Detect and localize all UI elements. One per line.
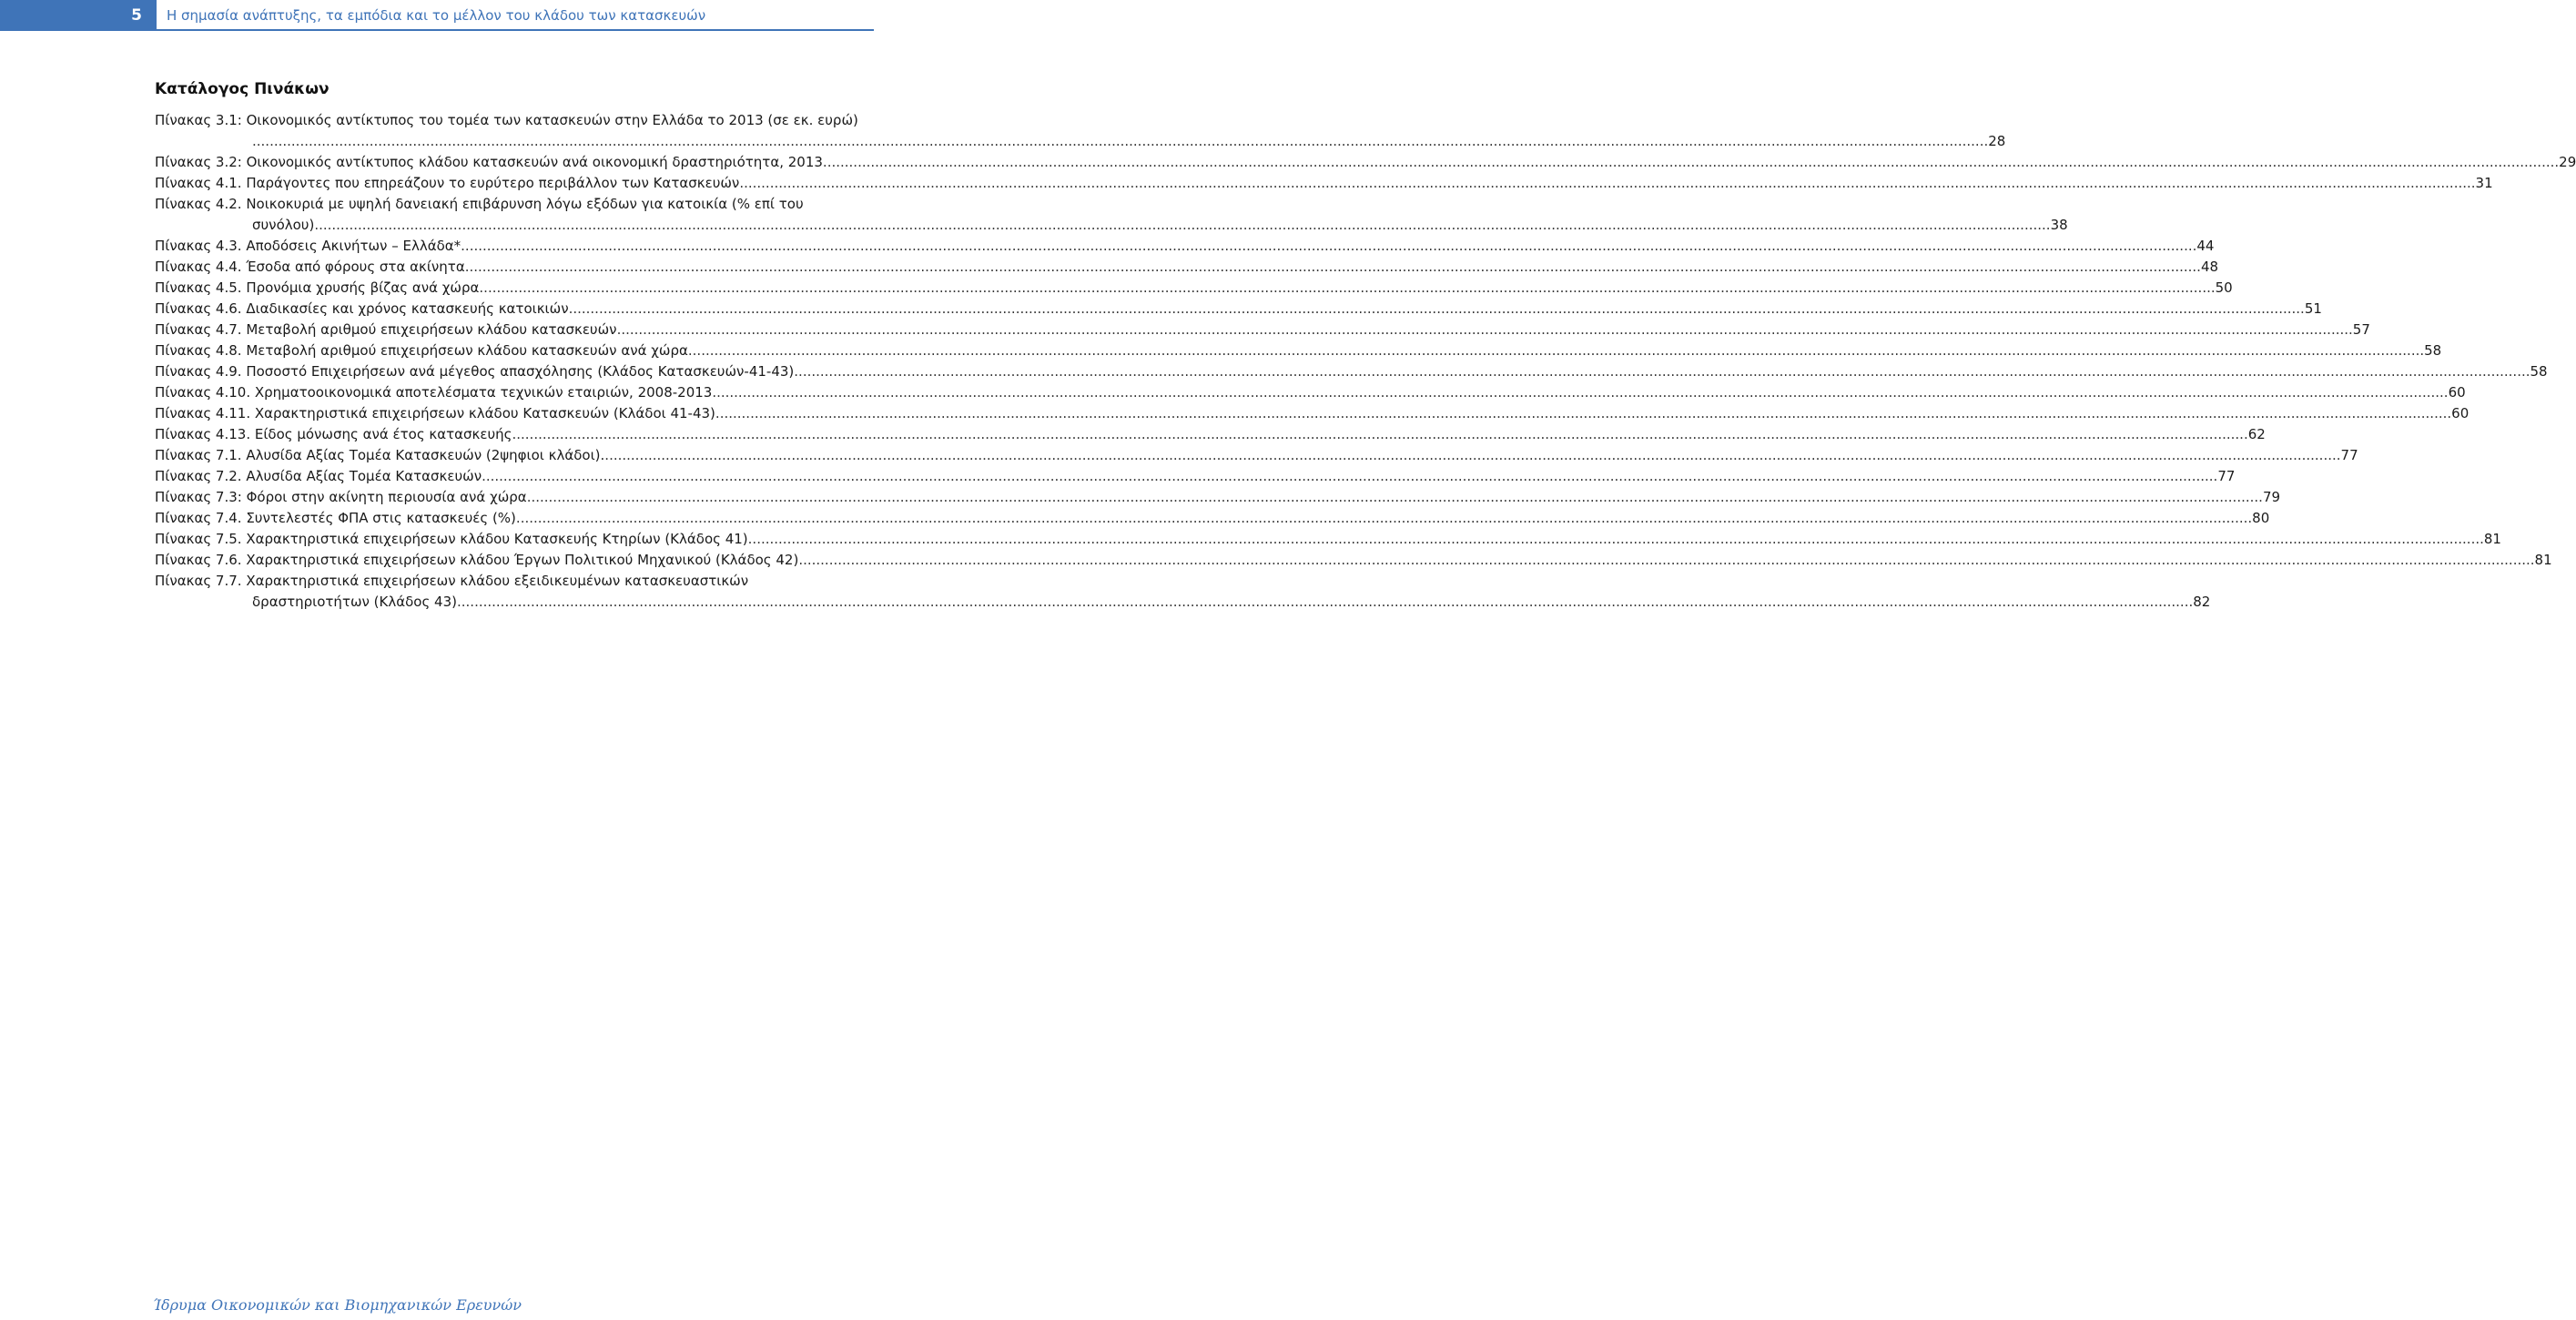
toc-entry-page-number: 58 [2424,342,2442,359]
dot-leader: ................................................................................................................................................................................................................................................................................................................................................................................................................ [715,405,2452,421]
dot-leader: ................................................................................................................................................................................................................................................................................................................................................................................................................ [568,300,2305,317]
toc-entry[interactable] [155,529,2501,550]
toc-entry[interactable] [155,236,2215,257]
dot-leader: ................................................................................................................................................................................................................................................................................................................................................................................................................ [526,489,2263,505]
toc-entry[interactable] [155,508,2270,529]
dot-leader: ................................................................................................................................................................................................................................................................................................................................................................................................................ [457,594,2194,610]
toc-entry-page-number: 57 [2352,321,2370,338]
page-header [0,0,874,31]
toc-entry-label: Πίνακας 7.2. Αλυσίδα Αξίας Τομέα Κατασκευών [155,468,482,484]
toc-entry-page-number: 77 [2340,447,2358,463]
toc-entry-label: Πίνακας 7.6. Χαρακτηριστικά επιχειρήσεων κλάδου Έργων Πολιτικού Μηχανικού (Κλάδος 42) [155,552,799,568]
dot-leader: ................................................................................................................................................................................................................................................................................................................................................................................................................ [464,259,2201,275]
toc-entry-title-line: Πίνακας 3.1: Οικονομικός αντίκτυπος του τομέα των κατασκευών στην Ελλάδα το 2013 (σε εκ. ευρώ) [155,112,858,128]
toc-entry-label: Πίνακας 7.5. Χαρακτηριστικά επιχειρήσεων κλάδου Κατασκευής Κτηρίων (Κλάδος 41) [155,531,748,547]
toc-entry-page-number: 31 [2475,175,2493,191]
toc-entry[interactable] [155,299,2322,320]
toc-entry-label: Πίνακας 4.9. Ποσοστό Επιχειρήσεων ανά μέγεθος απασχόλησης (Κλάδος Κατασκευών-41-43) [155,363,795,380]
toc-entry-page-number: 50 [2215,279,2233,296]
toc-entry-page-number: 60 [2451,405,2470,421]
toc-entry-page-number: 51 [2304,300,2322,317]
toc-entry-label: Πίνακας 4.3. Αποδόσεις Ακινήτων – Ελλάδα* [155,238,461,254]
toc-entry[interactable] [155,403,2470,424]
dot-leader: ................................................................................................................................................................................................................................................................................................................................................................................................................ [252,133,1989,149]
dot-leader: ................................................................................................................................................................................................................................................................................................................................................................................................................ [479,279,2216,296]
running-header-title: Η σημασία ανάπτυξης, τα εμπόδια και το μέλλον του κλάδου των κατασκευών [167,7,706,24]
toc-entry[interactable] [155,571,2211,613]
toc-entry-label: Πίνακας 4.6. Διαδικασίες και χρόνος κατασκευής κατοικιών [155,300,569,317]
toc-entry-page-number: 28 [1988,133,2006,149]
toc-entry-label: Πίνακας 4.13. Είδος μόνωσης ανά έτος κατασκευής [155,426,512,442]
dot-leader: ................................................................................................................................................................................................................................................................................................................................................................................................................ [461,238,2197,254]
toc-entry[interactable] [155,173,2493,194]
dot-leader: ................................................................................................................................................................................................................................................................................................................................................................................................................ [604,447,2341,463]
toc-entry-page-number: 38 [2050,217,2068,233]
toc-entry-label: Πίνακας 4.4. Έσοδα από φόρους στα ακίνητα [155,259,465,275]
toc-entry-page-number: 29 [2559,154,2576,170]
toc-entry-title-line: Πίνακας 4.2. Νοικοκυριά με υψηλή δανειακή επιβάρυνση λόγω εξόδων για κατοικία (% επί του [155,196,804,212]
toc-entry[interactable] [155,487,2281,508]
dot-leader: ................................................................................................................................................................................................................................................................................................................................................................................................................ [515,510,2253,526]
toc-entry-page-number: 62 [2247,426,2266,442]
toc-entry-page-number: 77 [2217,468,2236,484]
toc-entry-label: Πίνακας 3.2: Οικονομικός αντίκτυπος κλάδου κατασκευών ανά οικονομική δραστηριότητα, 2013 [155,154,823,170]
toc-entry-label: Πίνακας 7.1. Αλυσίδα Αξίας Τομέα Κατασκευών (2ψηφιοι κλάδοι). [155,447,605,463]
toc-entry[interactable] [155,382,2466,403]
toc-entry[interactable] [155,110,2006,152]
toc-entry[interactable] [155,278,2233,299]
dot-leader: ................................................................................................................................................................................................................................................................................................................................................................................................................ [616,321,2353,338]
toc-entry[interactable] [155,194,2068,236]
toc-entry[interactable] [155,424,2266,445]
toc-entry[interactable] [155,361,2548,382]
toc-entry-label: Πίνακας 4.10. Χρηματοοικονομικά αποτελέσματα τεχνικών εταιριών, 2008-2013 [155,384,713,401]
header-rule [157,29,874,31]
toc-entry[interactable] [155,550,2552,571]
dot-leader: ................................................................................................................................................................................................................................................................................................................................................................................................................ [687,342,2425,359]
toc-entry-page-number: 81 [2534,552,2552,568]
toc-entry-title-line: Πίνακας 7.7. Χαρακτηριστικά επιχειρήσεων κλάδου εξειδικευμένων κατασκευαστικών [155,573,749,589]
toc-entry[interactable] [155,320,2370,340]
dot-leader: ................................................................................................................................................................................................................................................................................................................................................................................................................ [798,552,2535,568]
page-number: 5 [0,0,157,31]
toc-entry-label: Πίνακας 4.8. Μεταβολή αριθμού επιχειρήσεων κλάδου κατασκευών ανά χώρα [155,342,688,359]
section-title: Κατάλογος Πινάκων [155,80,330,98]
footer-institution: Ίδρυμα Οικονομικών και Βιομηχανικών Ερευνών [153,1296,522,1314]
dot-leader: ................................................................................................................................................................................................................................................................................................................................................................................................................ [739,175,2476,191]
toc-entry-label: Πίνακας 4.11. Χαρακτηριστικά επιχειρήσεων κλάδου Κατασκευών (Κλάδοι 41-43) [155,405,715,421]
dot-leader: ................................................................................................................................................................................................................................................................................................................................................................................................................ [482,468,2218,484]
dot-leader: ................................................................................................................................................................................................................................................................................................................................................................................................................ [314,217,2051,233]
dot-leader: ................................................................................................................................................................................................................................................................................................................................................................................................................ [747,531,2484,547]
toc-entry-page-number: 58 [2530,363,2548,380]
toc-entry-label: Πίνακας 7.3: Φόροι στην ακίνητη περιουσία ανά χώρα [155,489,527,505]
toc-entry[interactable] [155,340,2442,361]
toc-entry[interactable] [155,152,2576,173]
toc-entry-label: Πίνακας 7.4. Συντελεστές ΦΠΑ στις κατασκευές (%) [155,510,516,526]
dot-leader: ................................................................................................................................................................................................................................................................................................................................................................................................................ [512,426,2248,442]
dot-leader: ................................................................................................................................................................................................................................................................................................................................................................................................................ [822,154,2560,170]
toc-entry-label: Πίνακας 4.7. Μεταβολή αριθμού επιχειρήσεων κλάδου κατασκευών [155,321,617,338]
toc-entry-page-number: 81 [2483,531,2501,547]
toc-entry-label: συνόλου) [252,217,315,233]
toc-entry-page-number: 60 [2448,384,2466,401]
dot-leader: ................................................................................................................................................................................................................................................................................................................................................................................................................ [712,384,2449,401]
toc-entry-label: Πίνακας 4.1. Παράγοντες που επηρεάζουν το ευρύτερο περιβάλλον των Κατασκευών [155,175,740,191]
table-of-tables [155,110,2576,613]
toc-entry-page-number: 80 [2252,510,2270,526]
dot-leader: ................................................................................................................................................................................................................................................................................................................................................................................................................ [794,363,2530,380]
toc-entry-page-number: 48 [2200,259,2219,275]
toc-entry-label: Πίνακας 4.5. Προνόμια χρυσής βίζας ανά χώρα [155,279,480,296]
toc-entry[interactable] [155,257,2219,278]
toc-entry-page-number: 79 [2262,489,2281,505]
toc-entry-page-number: 82 [2193,594,2211,610]
toc-entry-page-number: 44 [2196,238,2215,254]
toc-entry[interactable] [155,466,2236,487]
toc-entry[interactable] [155,445,2358,466]
toc-entry-label: δραστηριοτήτων (Κλάδος 43) [252,594,457,610]
